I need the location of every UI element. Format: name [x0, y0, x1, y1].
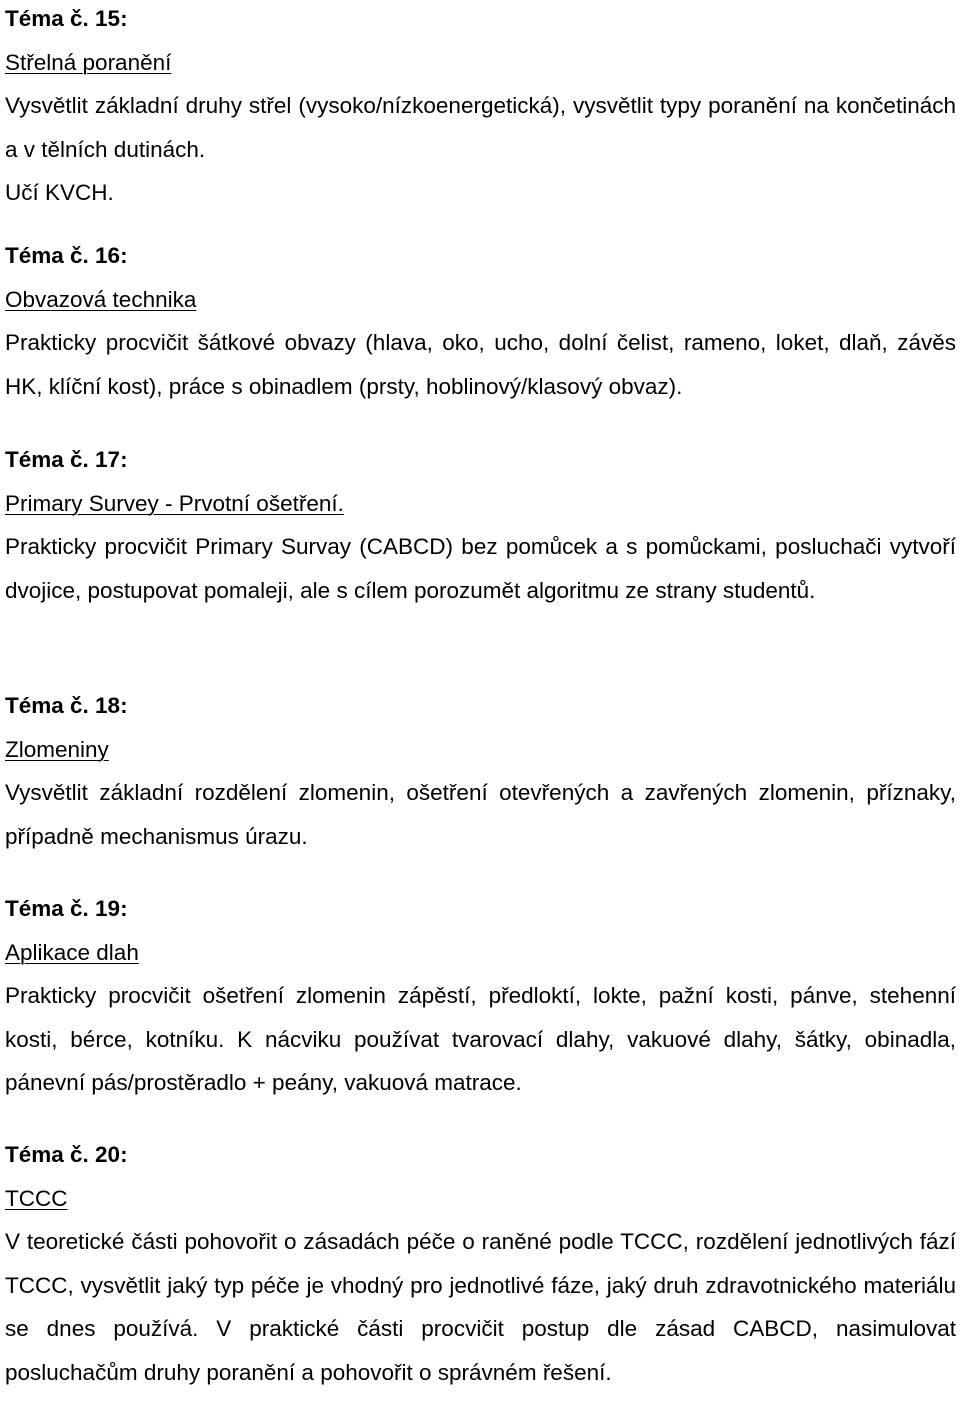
topic-description: V teoretické části pohovořit o zásadách péče o raněné podle TCCC, rozdělení jednotlivých fází TCCC, vysvětlit jaký typ péče je vhodný pro jednotlivé fáze, jaký druh zdravotnického materiálu se dnes používá. V praktické části procvičit postup dle zásad CABCD, nasimulovat posluchačům druhy poranění a pohovořit o správném řešení. [5, 1229, 956, 1385]
topic-20 [5, 1133, 956, 1394]
topic-description: Prakticky procvičit Primary Survay (CABCD) bez pomůcek a s pomůckami, posluchači vytvoří dvojice, postupovat pomaleji, ale s cílem porozumět algoritmu ze strany studentů. [5, 534, 956, 603]
topic-description: Vysvětlit základní druhy střel (vysoko/nízkoenergetická), vysvětlit typy poranění na končetinách a v tělních dutinách. [5, 93, 956, 162]
topic-heading: Téma č. 18: [5, 693, 128, 718]
topic-subtitle: Primary Survey - Prvotní ošetření. [5, 490, 344, 516]
topic-heading: Téma č. 17: [5, 447, 128, 472]
topic-heading: Téma č. 20: [5, 1142, 128, 1167]
topic-subtitle: Obvazová technika [5, 286, 197, 312]
topic-description: Vysvětlit základní rozdělení zlomenin, ošetření otevřených a zavřených zlomenin, příznaky, případně mechanismus úrazu. [5, 780, 956, 849]
topic-subtitle: TCCC [5, 1185, 68, 1211]
topic-18 [5, 684, 956, 858]
topic-15 [5, 0, 956, 215]
topic-description: Prakticky procvičit šátkové obvazy (hlava, oko, ucho, dolní čelist, rameno, loket, dlaň, závěs HK, klíční kost), práce s obinadlem (prsty, hoblinový/klasový obvaz). [5, 330, 956, 399]
topic-16 [5, 234, 956, 408]
topic-subtitle: Zlomeniny [5, 736, 109, 762]
topic-subtitle: Střelná poranění [5, 49, 172, 75]
topic-subtitle: Aplikace dlah [5, 939, 139, 965]
topic-17 [5, 438, 956, 612]
topic-19 [5, 887, 956, 1105]
topic-heading: Téma č. 19: [5, 896, 128, 921]
topic-heading: Téma č. 16: [5, 243, 128, 268]
topic-description: Prakticky procvičit ošetření zlomenin zápěstí, předloktí, lokte, pažní kosti, pánve, stehenní kosti, bérce, kotníku. K nácviku používat tvarovací dlahy, vakuové dlahy, šátky, obinadla, pánevní pás/prostěradlo + peány, vakuová matrace. [5, 983, 956, 1095]
topic-note: Učí KVCH. [5, 180, 114, 205]
topic-heading: Téma č. 15: [5, 6, 128, 31]
